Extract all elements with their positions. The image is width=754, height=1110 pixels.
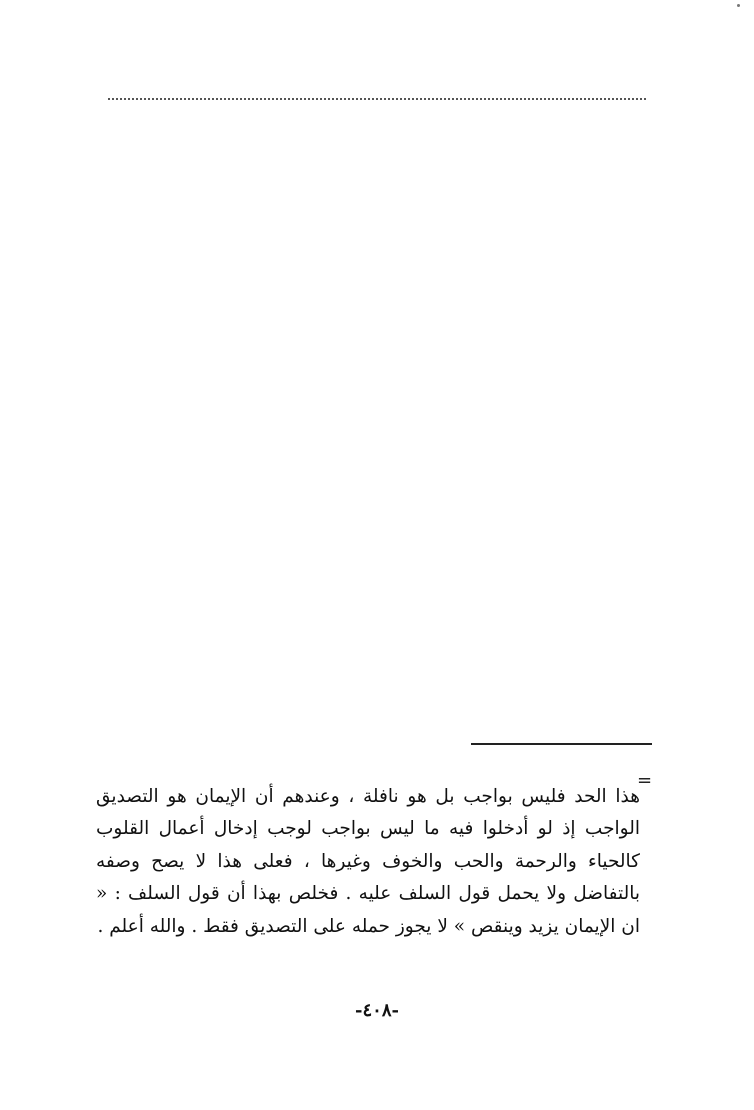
header-dotted-rule <box>108 98 646 100</box>
footnote-paragraph: هذا الحد فليس بواجب بل هو نافلة ، وعندهم أن الإيمان هو التصديق الواجب إذ لو أدخلوا فيه ما ليس بواجب لوجب إدخال أعمال القلوب كالحياء والرحمة والحب والخوف وغيرها ، فعلى هذا لا يصح وصفه بالتفاضل ولا يحمل قول السلف عليه . فخلص بهذا أن قول السلف : « ان الإيمان يزيد وينقص » لا يجوز حمله على التصديق فقط . والله أعلم . <box>96 785 640 937</box>
page-number: -٤٠٨- <box>355 1000 399 1021</box>
footnote-separator-rule <box>471 743 652 745</box>
scan-speck <box>737 4 740 7</box>
footnote-continuation-mark: = <box>637 770 653 791</box>
